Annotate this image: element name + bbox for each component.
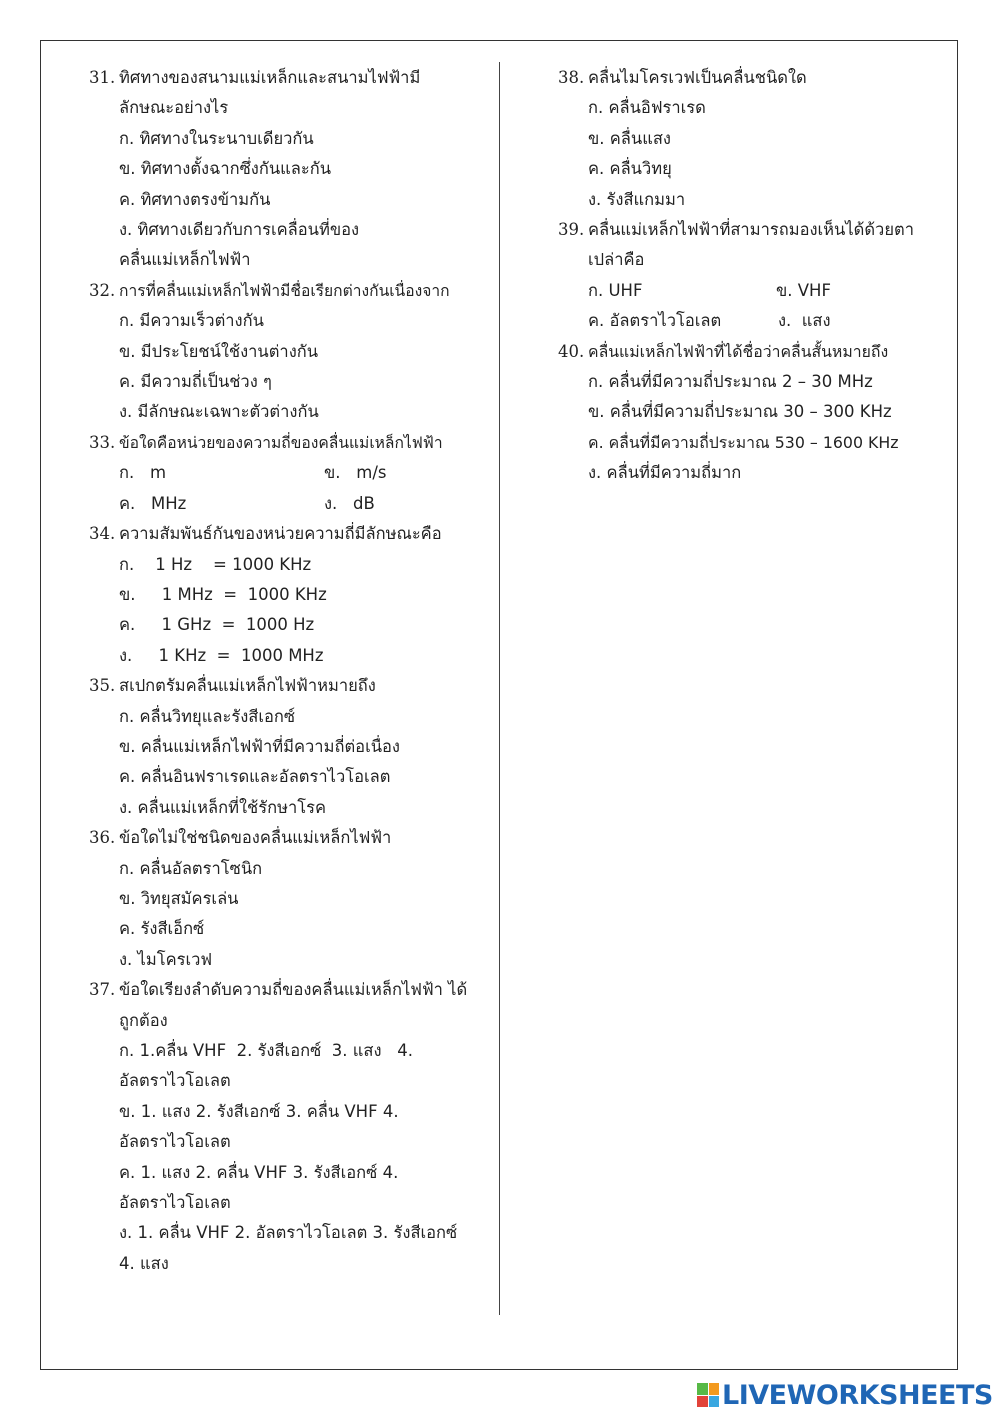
choice-b[interactable]: ข. มีประโยชน์ใช้งานต่างกัน (119, 341, 319, 361)
question-text: การที่คลื่นแม่เหล็กไฟฟ้ามีชื่อเรียกต่างกันเนื่องจาก (119, 281, 450, 300)
choice-b[interactable]: ข. 1. แสง 2. รังสีเอกซ์ 3. คลื่น VHF 4. อัลตราไวโอเลต (119, 1101, 399, 1152)
choice-d[interactable]: ง. คลื่นที่มีความถี่มาก (588, 463, 742, 483)
choice-b[interactable]: ข. m/s (324, 463, 387, 483)
question-text: คลื่นไมโครเวฟเป็นคลื่นชนิดใด (588, 68, 807, 87)
question-number: 39. (558, 220, 585, 240)
choice-c[interactable]: ค. MHz (119, 493, 187, 513)
choice-row (558, 276, 948, 306)
choice-d[interactable]: ง. ไมโครเวฟ (119, 949, 213, 969)
logo-square (709, 1383, 720, 1395)
logo-text: LIVEWORKSHEETS (722, 1379, 993, 1411)
question-text: คลื่นแม่เหล็กไฟฟ้าที่สามารถมองเห็นได้ด้วยตาเปล่าคือ (588, 220, 914, 270)
choice-a[interactable]: ก. 1 Hz = 1000 KHz (119, 554, 312, 574)
question-33 (89, 428, 484, 519)
choice-c[interactable]: ค. คลื่นวิทยุ (588, 159, 672, 179)
choice-c[interactable]: ค. รังสีเอ็กซ์ (119, 919, 205, 939)
choice-row (89, 458, 484, 488)
question-number: 40. (558, 341, 585, 361)
choice-row (89, 489, 484, 519)
question-text: ข้อใดเรียงลำดับความถี่ของคลื่นแม่เหล็กไฟฟ้า ได้ถูกต้อง (119, 980, 468, 1030)
choice-d[interactable]: ง. 1. คลื่น VHF 2. อัลตราไวโอเลต 3. รังสีเอกซ์ 4. แสง (119, 1223, 458, 1273)
question-number: 31. (89, 68, 116, 87)
choice-d[interactable]: ง. ทิศทางเดียวกับการเคลื่อนที่ของคลื่นแม่เหล็กไฟฟ้า (119, 220, 360, 270)
question-number: 33. (89, 432, 116, 452)
choice-a[interactable]: ก. คลื่นอัลตราโซนิก (119, 858, 263, 878)
question-32 (89, 276, 484, 428)
choice-a[interactable]: ก. มีความเร็วต่างกัน (119, 311, 264, 331)
question-number: 35. (89, 676, 116, 696)
question-number: 36. (89, 828, 116, 848)
question-34 (89, 519, 484, 671)
question-number: 34. (89, 524, 116, 544)
choice-c[interactable]: ค. คลื่นที่มีความถี่ประมาณ 530 – 1600 KHz (588, 432, 899, 452)
right-column (558, 63, 948, 489)
choice-a[interactable]: ก. ทิศทางในระนาบเดียวกัน (119, 128, 314, 148)
choice-a[interactable]: ก. m (119, 463, 167, 483)
choice-d[interactable]: ง. dB (324, 493, 375, 513)
question-text: คลื่นแม่เหล็กไฟฟ้าที่ได้ชื่อว่าคลื่นสั้นหมายถึง (588, 341, 889, 361)
choice-row (558, 306, 948, 336)
choice-b[interactable]: ข. VHF (776, 280, 831, 300)
question-number: 37. (89, 980, 116, 1000)
choice-b[interactable]: ข. 1 MHz = 1000 KHz (119, 584, 327, 604)
choice-d[interactable]: ง. รังสีแกมมา (588, 189, 686, 209)
choice-b[interactable]: ข. คลื่นแม่เหล็กไฟฟ้าที่มีความถี่ต่อเนื่อง (119, 736, 400, 756)
left-column (89, 63, 484, 1279)
choice-a[interactable]: ก. คลื่นที่มีความถี่ประมาณ 2 – 30 MHz (588, 372, 873, 392)
choice-d[interactable]: ง. มีลักษณะเฉพาะตัวต่างกัน (119, 402, 319, 422)
choice-a[interactable]: ก. UHF (588, 280, 643, 300)
question-text: ข้อใดไม่ใช่ชนิดของคลื่นแม่เหล็กไฟฟ้า (119, 828, 392, 848)
logo-icon (697, 1383, 719, 1407)
question-text: ทิศทางของสนามแม่เหล็กและสนามไฟฟ้ามีลักษณะอย่างไร (119, 68, 421, 118)
question-text: สเปกตรัมคลื่นแม่เหล็กไฟฟ้าหมายถึง (119, 676, 376, 696)
choice-b[interactable]: ข. ทิศทางตั้งฉากซึ่งกันและกัน (119, 159, 331, 179)
choice-c[interactable]: ค. คลื่นอินฟราเรดและอัลตราไวโอเลต (119, 767, 391, 787)
choice-c[interactable]: ค. อัลตราไวโอเลต (588, 311, 722, 331)
question-35 (89, 671, 484, 823)
choice-d[interactable]: ง. แสง (778, 311, 831, 331)
choice-c[interactable]: ค. 1 GHz = 1000 Hz (119, 615, 315, 635)
logo-square (697, 1383, 708, 1395)
question-36 (89, 823, 484, 975)
choice-d[interactable]: ง. 1 KHz = 1000 MHz (119, 645, 324, 665)
column-divider (499, 62, 500, 1315)
logo-square (709, 1396, 720, 1408)
question-number: 32. (89, 280, 116, 300)
liveworksheets-logo (697, 1379, 993, 1411)
choice-a[interactable]: ก. คลื่นวิทยุและรังสีเอกซ์ (119, 706, 296, 726)
choice-a[interactable]: ก. 1.คลื่น VHF 2. รังสีเอกซ์ 3. แสง 4. อัลตราไวโอเลต (119, 1041, 419, 1091)
choice-b[interactable]: ข. คลื่นแสง (588, 128, 671, 148)
question-38 (558, 63, 948, 215)
choice-d[interactable]: ง. คลื่นแม่เหล็กที่ใช้รักษาโรค (119, 797, 326, 817)
choice-a[interactable]: ก. คลื่นอิฟราเรด (588, 98, 706, 118)
choice-c[interactable]: ค. ทิศทางตรงข้ามกัน (119, 189, 271, 209)
question-31 (89, 63, 484, 276)
choice-b[interactable]: ข. คลื่นที่มีความถี่ประมาณ 30 – 300 KHz (588, 402, 892, 422)
logo-square (697, 1396, 708, 1408)
question-39 (558, 215, 948, 337)
question-text: ข้อใดคือหน่วยของความถี่ของคลื่นแม่เหล็กไฟฟ้า (119, 433, 443, 452)
question-number: 38. (558, 68, 585, 87)
question-text: ความสัมพันธ์กันของหน่วยความถี่มีลักษณะคือ (119, 524, 442, 544)
question-40 (558, 337, 948, 489)
choice-b[interactable]: ข. วิทยุสมัครเล่น (119, 888, 239, 908)
choice-c[interactable]: ค. มีความถี่เป็นช่วง ๆ (119, 372, 272, 392)
choice-c[interactable]: ค. 1. แสง 2. คลื่น VHF 3. รังสีเอกซ์ 4. อัลตราไวโอเลต (119, 1162, 399, 1213)
question-37 (89, 975, 484, 1279)
